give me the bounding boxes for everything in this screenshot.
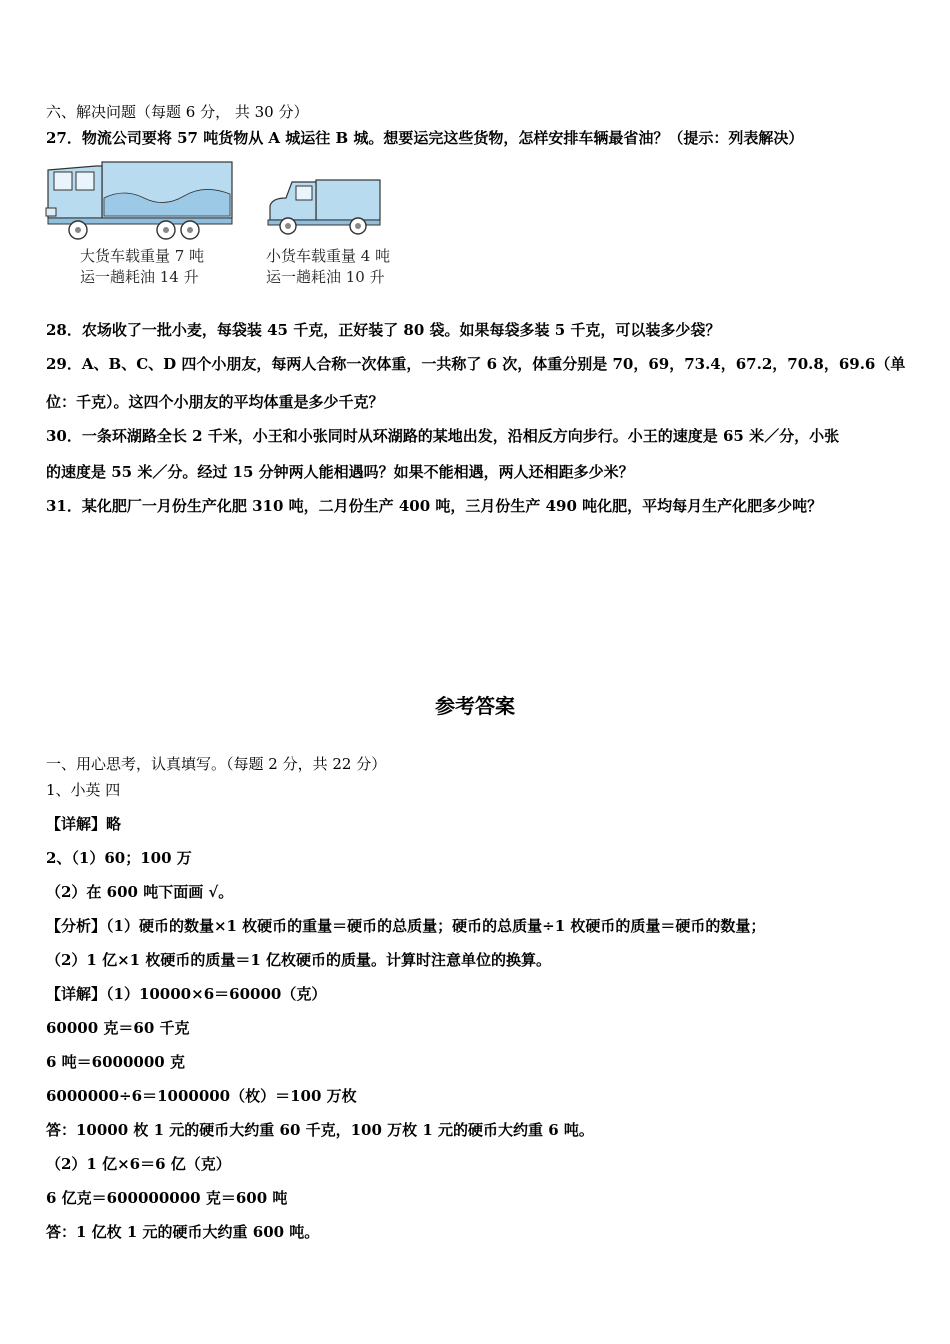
question-29-line1: 29．A、B、C、D 四个小朋友，每两人合称一次体重，一共称了 6 次，体重分别是 70，69，73.4，67.2，70.8，69.6（单 — [46, 355, 906, 373]
answer-line: 1、小英 四 — [46, 781, 121, 799]
answer-line: 【分析】（1）硬币的数量×1 枚硬币的重量＝硬币的总质量；硬币的总质量÷1 枚硬币的质量＝硬币的数量； — [46, 917, 766, 935]
section6-heading: 六、解决问题（每题 6 分， 共 30 分） — [46, 103, 309, 121]
answer-section1-heading: 一、用心思考，认真填写。（每题 2 分，共 22 分） — [46, 755, 387, 773]
answer-line: （2）1 亿×1 枚硬币的质量＝1 亿枚硬币的质量。计算时注意单位的换算。 — [46, 951, 551, 969]
answer-line: 答：10000 枚 1 元的硬币大约重 60 千克，100 万枚 1 元的硬币大约重 6 吨。 — [46, 1121, 594, 1139]
answer-line: 6 吨＝6000000 克 — [46, 1053, 185, 1071]
question-27: 27．物流公司要将 57 吨货物从 A 城运往 B 城。想要运完这些货物，怎样安排车辆最省油？（提示：列表解决） — [46, 129, 804, 147]
big-truck-icon — [44, 158, 236, 242]
answer-line: 2、（1）60；100 万 — [46, 849, 192, 867]
small-truck-icon — [266, 176, 384, 236]
question-30-line2: 的速度是 55 米／分。经过 15 分钟两人能相遇吗？如果不能相遇，两人还相距多少米？ — [46, 463, 634, 481]
small-truck-fuel: 运一趟耗油 10 升 — [266, 268, 385, 286]
answer-title: 参考答案 — [435, 694, 515, 718]
small-truck-capacity: 小货车载重量 4 吨 — [266, 247, 391, 265]
question-28: 28．农场收了一批小麦，每袋装 45 千克，正好装了 80 袋。如果每袋多装 5 千克，可以装多少袋？ — [46, 321, 721, 339]
big-truck-capacity: 大货车载重量 7 吨 — [80, 247, 205, 265]
question-29-line2: 位：千克）。这四个小朋友的平均体重是多少千克？ — [46, 393, 384, 411]
answer-line: 答：1 亿枚 1 元的硬币大约重 600 吨。 — [46, 1223, 320, 1241]
answer-line: （2）在 600 吨下面画 √。 — [46, 883, 234, 901]
answer-line: （2）1 亿×6＝6 亿（克） — [46, 1155, 231, 1173]
answer-line: 60000 克＝60 千克 — [46, 1019, 190, 1037]
answer-line: 【详解】（1）10000×6＝60000（克） — [46, 985, 327, 1003]
question-30-line1: 30．一条环湖路全长 2 千米，小王和小张同时从环湖路的某地出发，沿相反方向步行。小王的速度是 65 米／分，小张 — [46, 427, 840, 445]
question-31: 31．某化肥厂一月份生产化肥 310 吨，二月份生产 400 吨，三月份生产 490 吨化肥，平均每月生产化肥多少吨？ — [46, 497, 823, 515]
answer-line: 6000000÷6＝1000000（枚）＝100 万枚 — [46, 1087, 357, 1105]
answer-line: 【详解】略 — [46, 815, 122, 833]
big-truck-fuel: 运一趟耗油 14 升 — [80, 268, 199, 286]
answer-line: 6 亿克＝600000000 克＝600 吨 — [46, 1189, 288, 1207]
